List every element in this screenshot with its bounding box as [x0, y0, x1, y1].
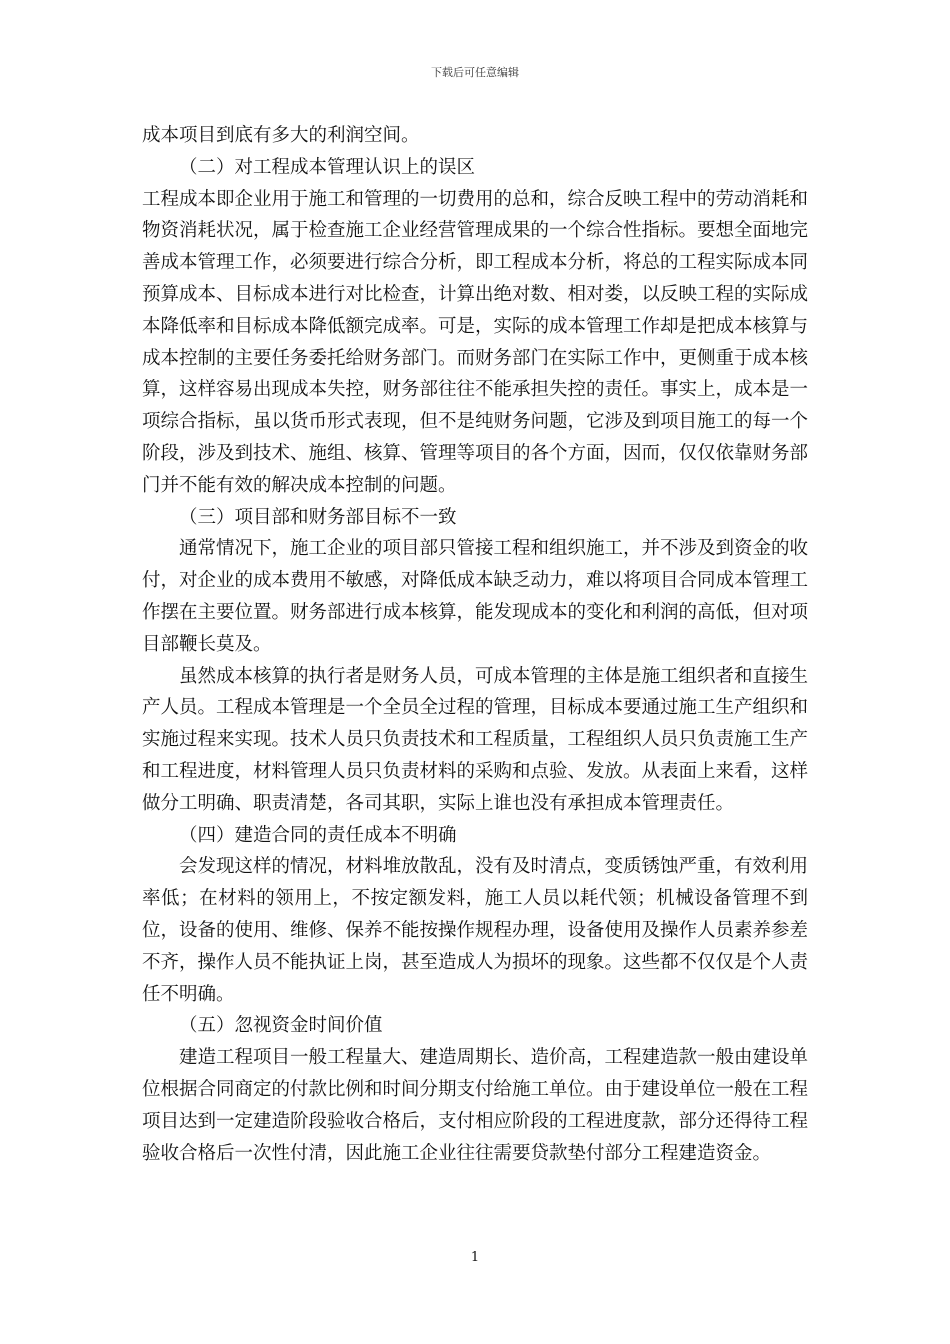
- section-heading-4: （四）建造合同的责任成本不明确: [179, 824, 457, 846]
- page-number: 1: [470, 1250, 480, 1265]
- section-heading-5: （五）忽视资金时间价值: [179, 1015, 383, 1037]
- body-paragraph: 成本项目到底有多大的利润空间。: [142, 125, 420, 146]
- body-paragraph: 工程成本即企业用于施工和管理的一切费用的总和，综合反映工程中的劳动消耗和物资消耗状况，属于检查施工企业经营管理成果的一个综合性指标。要想全面地完善成本管理工作，必须要进行综合分析，即工程成本分析，将总的工程实际成本同预算成本、目标成本进行对比检查，计算出绝对数、相对娄，以反映工程的实际成本降低率和目标成本降低额完成率。可是，实际的成本管理工作却是把成本核算与成本控制的主要任务委托给财务部门。而财务部门在实际工作中，更侧重于成本核算，这样容易出现成本失控，财务部往往不能承担失控的责任。事实上，成本是一项综合指标，虽以货币形式表现，但不是纯财务问题，它涉及到项目施工的每一个阶段，涉及到技术、施组、核算、管理等项目的各个方面，因而，仅仅依靠财务部门并不能有效的解决成本控制的问题。: [142, 188, 809, 496]
- section-heading-2: （二）对工程成本管理认识上的误区: [179, 156, 476, 178]
- body-paragraph: 建造工程项目一般工程量大、建造周期长、造价高，工程建造款一般由建设单位根据合同商定的付款比例和时间分期支付给施工单位。由于建设单位一般在工程项目达到一定建造阶段验收合格后，支付相应阶段的工程进度款，部分还得待工程验收合格后一次性付清，因此施工企业往往需要贷款垫付部分工程建造资金。: [142, 1047, 809, 1164]
- section-heading-3: （三）项目部和财务部目标不一致: [179, 506, 457, 528]
- page-header: 下载后可任意编辑: [431, 66, 519, 79]
- body-paragraph: 会发现这样的情况，材料堆放散乱，没有及时清点，变质锈蚀严重，有效利用率低；在材料的领用上，不按定额发料，施工人员以耗代领；机械设备管理不到位，设备的使用、维修、保养不能按操作规程办理，设备使用及操作人员素养参差不齐，操作人员不能执证上岗，甚至造成人为损坏的现象。这些都不仅仅是个人责任不明确。: [142, 856, 809, 1005]
- body-paragraph: 通常情况下，施工企业的项目部只管接工程和组织施工，并不涉及到资金的收付，对企业的成本费用不敏感，对降低成本缺乏动力，难以将项目合同成本管理工作摆在主要位置。财务部进行成本核算，能发现成本的变化和利润的高低，但对项目部鞭长莫及。: [142, 538, 809, 655]
- document-body: [142, 120, 808, 1169]
- body-paragraph: 虽然成本核算的执行者是财务人员，可成本管理的主体是施工组织者和直接生产人员。工程成本管理是一个全员全过程的管理，目标成本要通过施工生产组织和实施过程来实现。技术人员只负责技术和工程质量，工程组织人员只负责施工生产和工程进度，材料管理人员只负责材料的采购和点验、发放。从表面上来看，这样做分工明确、职责清楚，各司其职，实际上谁也没有承担成本管理责任。: [142, 665, 809, 814]
